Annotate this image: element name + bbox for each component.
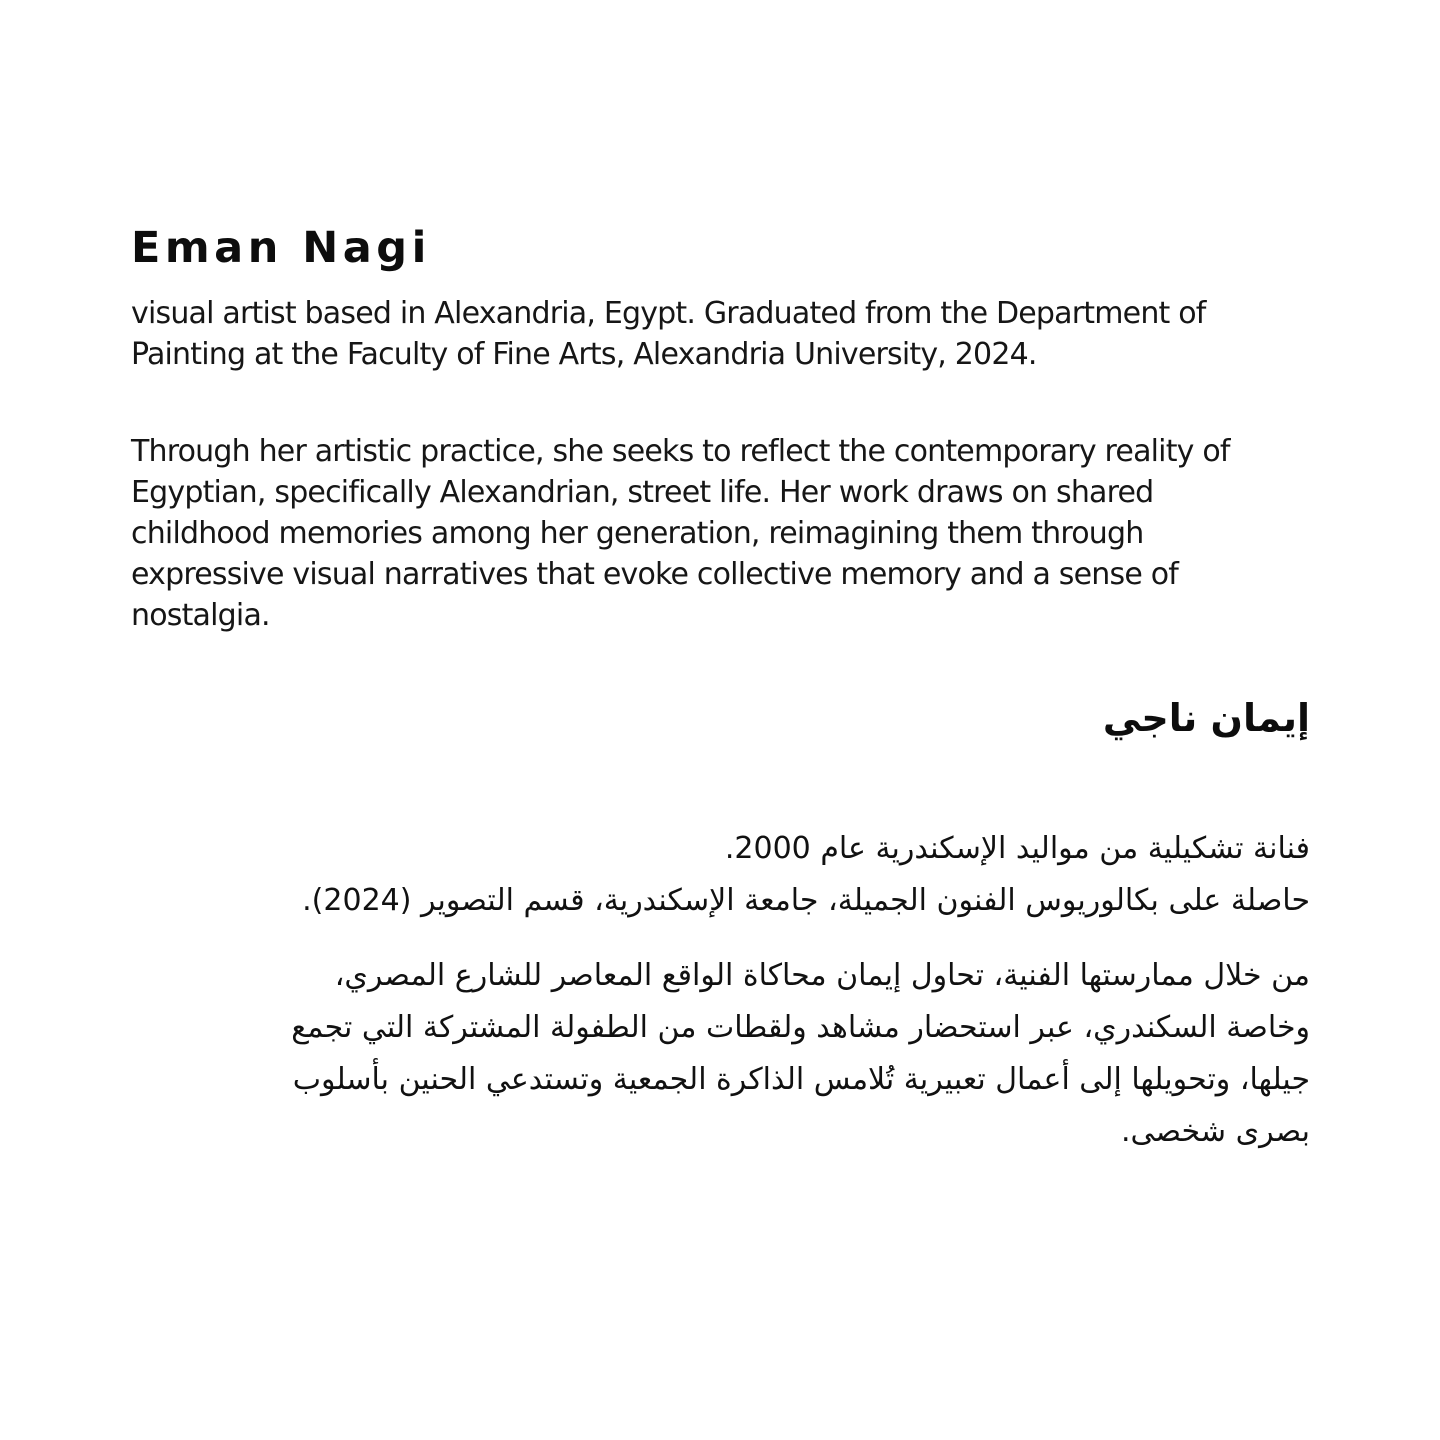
english-practice-paragraph <box>131 431 1331 636</box>
artist-name-english: Eman Nagi <box>131 223 431 273</box>
arabic-bio-paragraph <box>130 823 1310 927</box>
arabic-practice-line: وخاصة السكندري، عبر استحضار مشاهد ولقطات من الطفولة المشتركة التي تجمع <box>291 1010 1310 1045</box>
arabic-practice-line: من خلال ممارستها الفنية، تحاول إيمان محاكاة الواقع المعاصر للشارع المصري، <box>334 958 1310 993</box>
arabic-bio-line: فنانة تشكيلية من مواليد الإسكندرية عام 2000. <box>724 831 1310 866</box>
english-practice-line: Egyptian, specifically Alexandrian, street life. Her work draws on shared <box>131 475 1154 510</box>
english-practice-line: expressive visual narratives that evoke collective memory and a sense of <box>131 557 1179 592</box>
arabic-bio-line: حاصلة على بكالوريوس الفنون الجميلة، جامعة الإسكندرية، قسم التصوير (2024). <box>302 883 1310 918</box>
english-practice-line: Through her artistic practice, she seeks to reflect the contemporary reality of <box>131 434 1230 469</box>
english-practice-line: childhood memories among her generation, reimagining them through <box>131 516 1144 551</box>
english-bio-paragraph <box>131 293 1331 375</box>
english-bio-line: visual artist based in Alexandria, Egypt. Graduated from the Department of <box>131 296 1206 331</box>
artist-name-arabic: إيمان ناجي <box>1102 696 1310 740</box>
english-practice-line: nostalgia. <box>131 598 270 633</box>
arabic-practice-paragraph <box>130 950 1310 1158</box>
arabic-practice-line: بصرى شخصى. <box>1121 1114 1310 1149</box>
arabic-practice-line: جيلها، وتحويلها إلى أعمال تعبيرية تُلامس الذاكرة الجمعية وتستدعي الحنين بأسلوب <box>292 1062 1310 1097</box>
english-bio-line: Painting at the Faculty of Fine Arts, Alexandria University, 2024. <box>131 337 1037 372</box>
